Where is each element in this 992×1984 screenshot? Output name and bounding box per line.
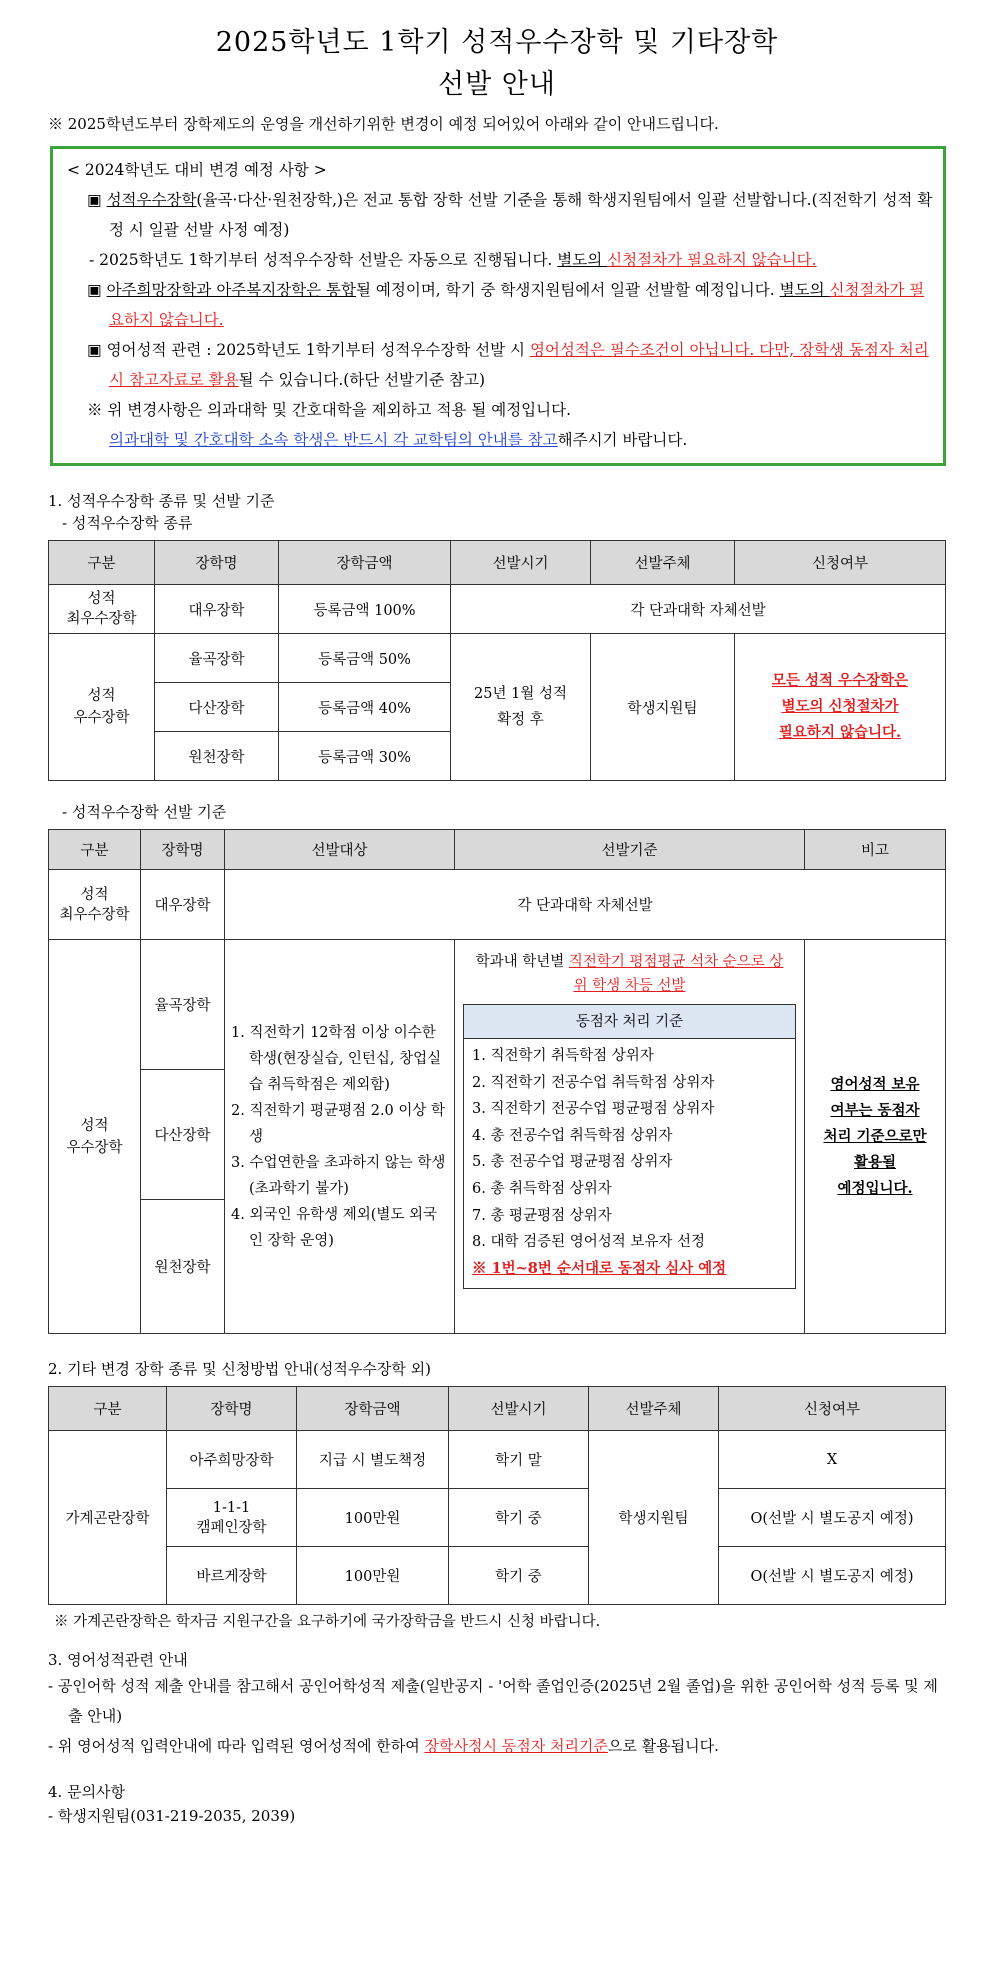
table-header: 구분	[49, 541, 155, 585]
table-header: 선발시기	[451, 541, 591, 585]
table-header: 선발주체	[591, 541, 735, 585]
table-cell: 성적 우수장학	[49, 634, 155, 781]
table-header: 장학명	[155, 541, 279, 585]
table-header-row	[49, 1387, 946, 1431]
list-item: 6. 총 취득학점 상위자	[472, 1180, 612, 1197]
table-header: 구분	[49, 1387, 167, 1431]
table-cell: 원천장학	[141, 1200, 225, 1334]
list-item: 2. 직전학기 평균평점 2.0 이상 학생	[231, 1102, 446, 1145]
contact-line: - 학생지원팀(031-219-2035, 2039)	[48, 1807, 296, 1825]
table-cell: 등록금액 100%	[279, 585, 451, 634]
table-cell: 율곡장학	[155, 634, 279, 683]
table-header: 장학금액	[297, 1387, 449, 1431]
table-cell: 바르게장학	[167, 1547, 297, 1605]
section-3-line-1: - 공인어학 성적 제출 안내를 참고해서 공인어학성적 제출(일반공지 - '어학 졸업인증(2025년 2월 졸업)을 위한 공인어학 성적 등록 및 제출 안내)	[48, 1677, 938, 1725]
list-item: 3. 수업연한을 초과하지 않는 학생(초과학기 불가)	[231, 1154, 446, 1197]
list-item: 8. 대학 검증된 영어성적 보유자 선정	[472, 1234, 705, 1251]
table-cell: 성적 최우수장학	[49, 870, 141, 940]
table-header: 비고	[805, 830, 946, 870]
table-row	[49, 1431, 946, 1489]
section-3-title: 3. 영어성적관련 안내	[48, 1651, 188, 1669]
table-header: 선발시기	[449, 1387, 589, 1431]
list-item: 4. 총 전공수업 취득학점 상위자	[472, 1127, 673, 1144]
table-header: 장학명	[167, 1387, 297, 1431]
tie-break-note: ※ 1번~8번 순서대로 동점자 심사 예정	[472, 1259, 727, 1277]
table-cell: 대우장학	[155, 585, 279, 634]
table-cell: 성적 최우수장학	[49, 585, 155, 634]
table-cell: 학기 말	[449, 1431, 589, 1489]
section-1-sub1: - 성적우수장학 종류	[62, 514, 193, 532]
list-item: 1. 직전학기 12학점 이상 이수한 학생(현장실습, 인턴십, 창업실습 취득학점은 제외함)	[231, 1024, 442, 1093]
table-cell: 등록금액 30%	[279, 732, 451, 781]
table-cell: 등록금액 40%	[279, 683, 451, 732]
selection-criteria	[455, 940, 805, 1334]
tie-break-box	[463, 1004, 796, 1289]
table-cell: O(선발 시 별도공지 예정)	[719, 1547, 946, 1605]
other-scholarship-table	[48, 1386, 946, 1605]
list-item: 5. 총 전공수업 평균평점 상위자	[472, 1154, 673, 1171]
table-row	[49, 870, 946, 940]
table-cell: 지급 시 별도책정	[297, 1431, 449, 1489]
criteria-text: 학과내 학년별 직전학기 평점평균 석차 순으로 상위 학생 차등 선발	[475, 954, 784, 994]
table-cell: 원천장학	[155, 732, 279, 781]
page-title: 2025학년도 1학기 성적우수장학 및 기타장학	[215, 27, 779, 58]
notice-item-5: 의과대학 및 간호대학 소속 학생은 반드시 각 교학팀의 안내를 참고해주시기 바랍니다.	[109, 431, 688, 449]
section-4-title: 4. 문의사항	[48, 1783, 126, 1801]
table-cell: 학생지원팀	[591, 634, 735, 781]
notice-item-1b: - 2025학년도 1학기부터 성적우수장학 선발은 자동으로 진행됩니다. 별도의 신청절차가 필요하지 않습니다.	[89, 251, 817, 269]
table-cell: 다산장학	[141, 1070, 225, 1200]
selection-targets	[225, 940, 455, 1334]
table-cell: 학생지원팀	[589, 1431, 719, 1605]
table-cell: 100만원	[297, 1489, 449, 1547]
notice-heading: < 2024학년도 대비 변경 예정 사항 >	[67, 161, 327, 179]
section-1-title: 1. 성적우수장학 종류 및 선발 기준	[48, 492, 275, 510]
table-cell: 모든 성적 우수장학은 별도의 신청절차가 필요하지 않습니다.	[735, 634, 946, 781]
table-header: 구분	[49, 830, 141, 870]
intro-text: ※ 2025학년도부터 장학제도의 운영을 개선하기위한 변경이 예정 되어있어 아래와 같이 안내드립니다.	[48, 115, 719, 133]
scholarship-types-table	[48, 540, 946, 781]
table-cell: 각 단과대학 자체선발	[225, 870, 946, 940]
table-header: 선발주체	[589, 1387, 719, 1431]
table-cell: 25년 1월 성적 확정 후	[451, 634, 591, 781]
selection-criteria-table	[48, 829, 946, 1334]
table-cell: O(선발 시 별도공지 예정)	[719, 1489, 946, 1547]
notice-item-3: ▣ 영어성적 관련 : 2025학년도 1학기부터 성적우수장학 선발 시 영어성적은 필수조건이 아닙니다. 다만, 장학생 동점자 처리시 참고자료로 활용될 수 있습니다.(하단 선발기준 참고)	[87, 341, 929, 389]
notice-item-1: ▣ 성적우수장학(율곡·다산·원천장학,)은 전교 통합 장학 선발 기준을 통해 학생지원팀에서 일괄 선발합니다.(직전학기 성적 확정 시 일괄 선발 사정 예정)	[87, 191, 933, 239]
table-header: 선발대상	[225, 830, 455, 870]
table-cell: 1-1-1 캠페인장학	[167, 1489, 297, 1547]
notice-item-2: ▣ 아주희망장학과 아주복지장학은 통합될 예정이며, 학기 중 학생지원팀에서 일괄 선발할 예정입니다. 별도의 신청절차가 필요하지 않습니다.	[87, 281, 925, 329]
tie-break-list	[464, 1039, 795, 1288]
table-cell: 가계곤란장학	[49, 1431, 167, 1605]
table-header: 장학명	[141, 830, 225, 870]
table-cell: 학기 중	[449, 1489, 589, 1547]
table-header-row	[49, 541, 946, 585]
tie-break-heading: 동점자 처리 기준	[464, 1005, 795, 1039]
remark-cell: 영어성적 보유 여부는 동점자 처리 기준으로만 활용될 예정입니다.	[805, 940, 946, 1334]
table-header: 장학금액	[279, 541, 451, 585]
table-cell: 아주희망장학	[167, 1431, 297, 1489]
table-cell: X	[719, 1431, 946, 1489]
notice-item-4: ※ 위 변경사항은 의과대학 및 간호대학을 제외하고 적용 될 예정입니다.	[87, 401, 572, 419]
section-2-note: ※ 가계곤란장학은 학자금 지원구간을 요구하기에 국가장학금을 반드시 신청 바랍니다.	[54, 1614, 601, 1630]
table-cell: 학기 중	[449, 1547, 589, 1605]
section-2-title: 2. 기타 변경 장학 종류 및 신청방법 안내(성적우수장학 외)	[48, 1360, 431, 1378]
change-notice-box	[50, 146, 946, 466]
table-row	[49, 1489, 946, 1547]
table-cell: 다산장학	[155, 683, 279, 732]
table-cell: 대우장학	[141, 870, 225, 940]
table-cell: 등록금액 50%	[279, 634, 451, 683]
list-item: 1. 직전학기 취득학점 상위자	[472, 1048, 654, 1064]
page-subtitle: 선발 안내	[438, 69, 556, 100]
table-header: 신청여부	[735, 541, 946, 585]
section-1-sub2: - 성적우수장학 선발 기준	[62, 803, 227, 821]
table-cell: 100만원	[297, 1547, 449, 1605]
table-cell: 각 단과대학 자체선발	[451, 585, 946, 634]
section-3-line-2: - 위 영어성적 입력안내에 따라 입력된 영어성적에 한하여 장학사정시 동점자 처리기준으로 활용됩니다.	[48, 1737, 719, 1755]
table-cell: 율곡장학	[141, 940, 225, 1070]
list-item: 4. 외국인 유학생 제외(별도 외국인 장학 운영)	[231, 1206, 438, 1249]
table-row	[49, 940, 946, 1070]
table-row	[49, 634, 946, 683]
table-row	[49, 1547, 946, 1605]
table-cell: 성적 우수장학	[49, 940, 141, 1334]
table-header: 선발기준	[455, 830, 805, 870]
table-header: 신청여부	[719, 1387, 946, 1431]
list-item: 7. 총 평균평점 상위자	[472, 1207, 612, 1224]
table-header-row	[49, 830, 946, 870]
table-row	[49, 585, 946, 634]
list-item: 2. 직전학기 전공수업 취득학점 상위자	[472, 1074, 715, 1091]
list-item: 3. 직전학기 전공수업 평균평점 상위자	[472, 1101, 715, 1118]
